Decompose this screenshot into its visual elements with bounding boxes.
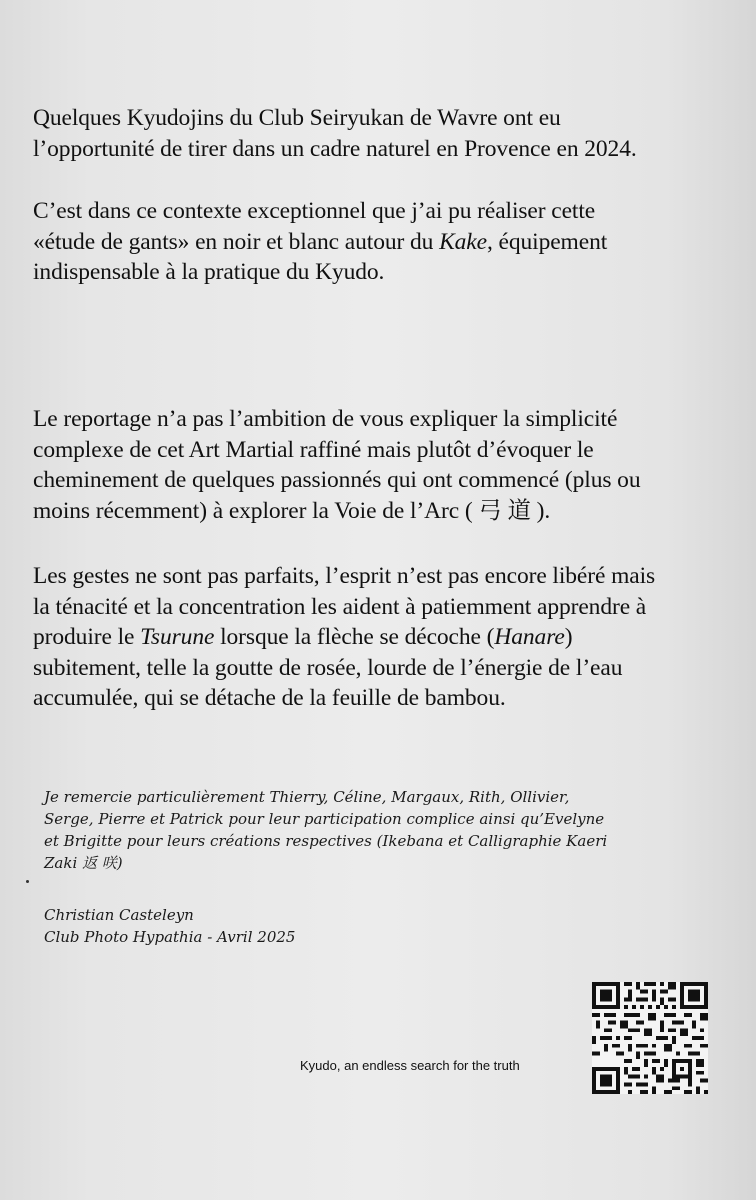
gestes-line-4: subitement, telle la goutte de rosée, lourde de l’énergie de l’eau xyxy=(33,654,623,681)
reportage-line-2: complexe de cet Art Martial raffiné mais plutôt d’évoquer le xyxy=(33,436,594,463)
reportage-line-1: Le reportage n’a pas l’ambition de vous expliquer la simplicité xyxy=(33,406,618,432)
intro-paragraph xyxy=(33,103,753,164)
gestes-line-3 xyxy=(33,622,753,653)
signature-club: Club Photo Hypathia - Avril 2025 xyxy=(44,928,296,946)
gestes-paragraph xyxy=(33,561,753,714)
hanare-term: Hanare xyxy=(494,624,565,650)
gestes-line-5: accumulée, qui se détache de la feuille de bambou. xyxy=(33,685,506,711)
thanks-line-3: et Brigitte pour leurs créations respectives (Ikebana et Calligraphie Kaeri xyxy=(44,832,608,850)
thanks-line-2: Serge, Pierre et Patrick pour leur participation complice ainsi qu’Evelyne xyxy=(44,810,605,828)
thanks-line-1: Je remercie particulièrement Thierry, Céline, Margaux, Rith, Ollivier, xyxy=(44,788,570,806)
gestes-line-3-end: ) xyxy=(564,624,573,650)
context-line-3: indispensable à la pratique du Kyudo. xyxy=(33,259,385,285)
thanks-note xyxy=(44,786,744,874)
gestes-line-2: la ténacité et la concentration les aident à patiemment apprendre à xyxy=(33,593,647,620)
gestes-line-3-mid: lorsque la flèche se décoche ( xyxy=(214,624,495,650)
tsurune-term: Tsurune xyxy=(140,624,215,650)
gestes-line-3-text: produire le xyxy=(33,624,141,650)
context-line-1: C’est dans ce contexte exceptionnel que j’ai pu réaliser cette xyxy=(33,198,596,224)
caption: Kyudo, an endless search for the truth xyxy=(300,1058,520,1073)
intro-line-2: l’opportunité de tirer dans un cadre naturel en Provence en 2024. xyxy=(33,135,637,162)
kake-term: Kake xyxy=(439,228,487,255)
context-line-2-text: «étude de gants» en noir et blanc autour du xyxy=(33,228,440,255)
reportage-line-3: cheminement de quelques passionnés qui ont commencé (plus ou xyxy=(33,467,641,493)
context-line-2 xyxy=(33,227,753,258)
qr-code-icon xyxy=(592,982,708,1094)
signature-name: Christian Casteleyn xyxy=(44,906,194,924)
context-paragraph xyxy=(33,196,753,288)
intro-line-1: Quelques Kyudojins du Club Seiryukan de Wavre ont eu xyxy=(33,105,561,131)
thanks-line-4: Zaki 返 咲) xyxy=(44,854,123,872)
reportage-paragraph xyxy=(33,404,753,526)
signature xyxy=(44,904,295,948)
bullet-dot xyxy=(26,880,29,883)
reportage-line-4: moins récemment) à explorer la Voie de l’Arc ( 弓 道 ). xyxy=(33,497,551,524)
gestes-line-1: Les gestes ne sont pas parfaits, l’esprit n’est pas encore libéré mais xyxy=(33,563,656,589)
context-line-2-end: , équipement xyxy=(486,228,608,255)
